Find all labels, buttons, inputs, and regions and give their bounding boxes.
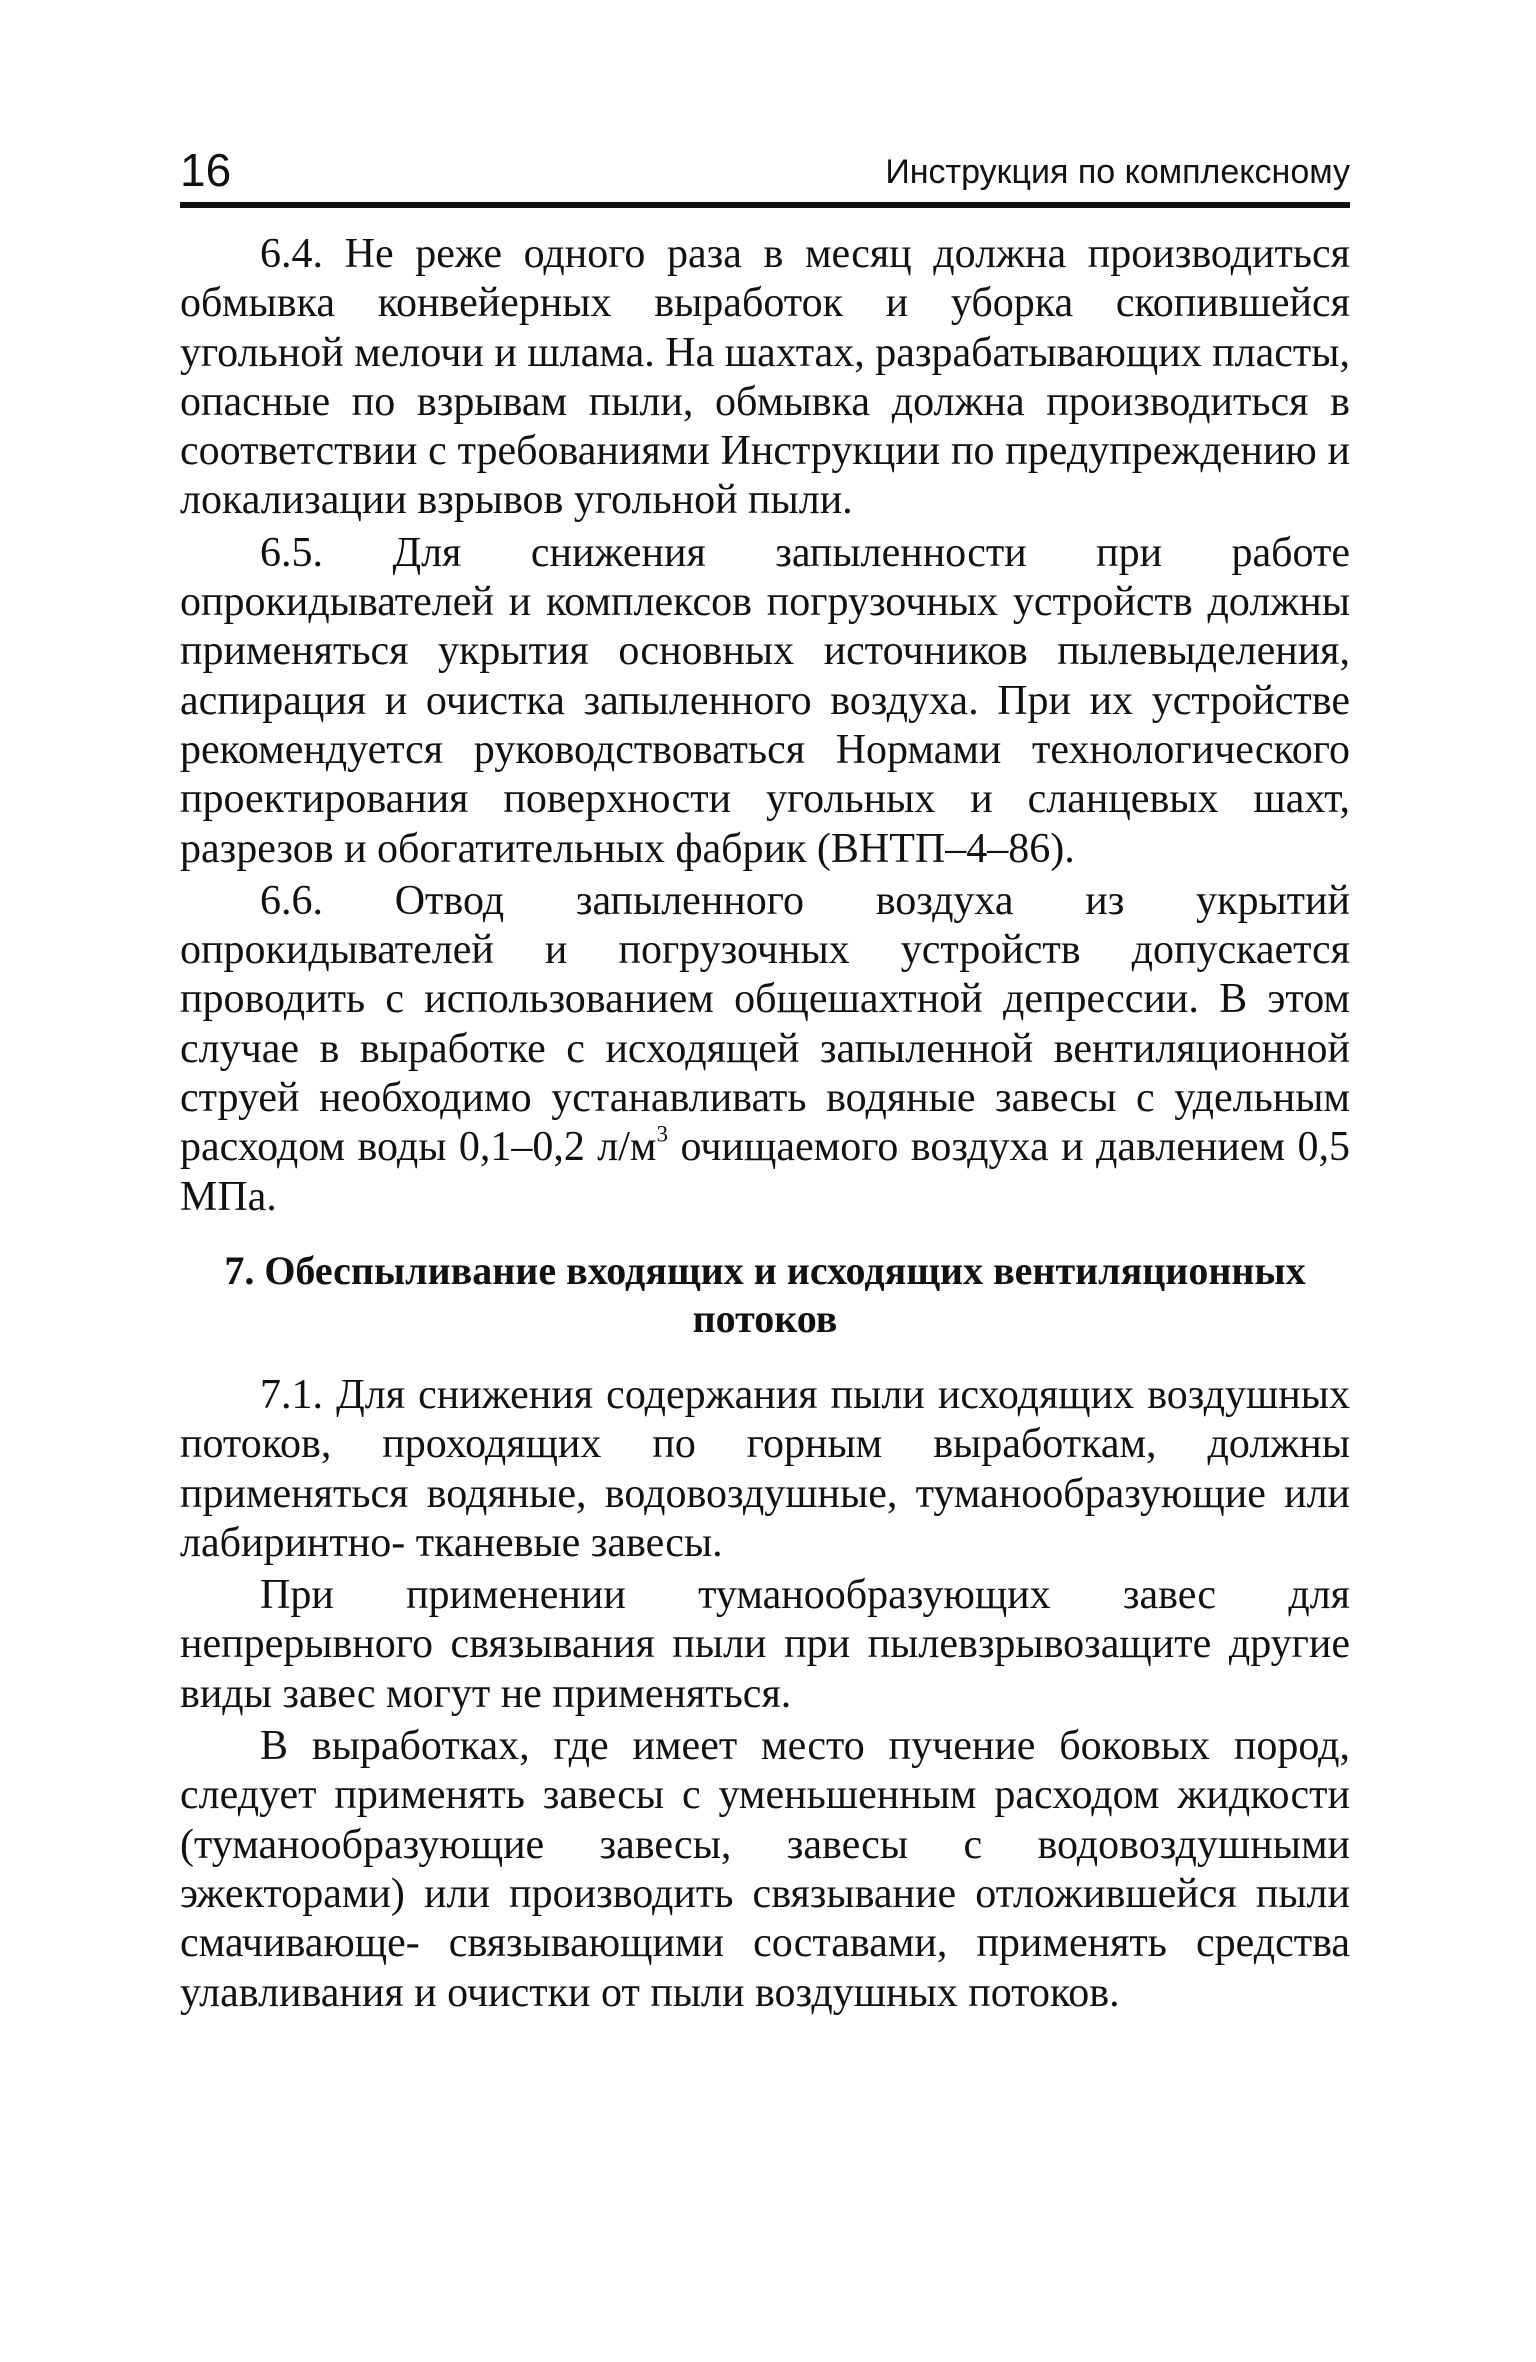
body-text	[180, 230, 1350, 2018]
paragraph-6-5: 6.5. Для снижения запыленности при работе опрокидывателей и комплексов погрузочных устройств должны применяться укрытия основных источников пылевыделения, аспирация и очистка запыленного воздуха. При их устройстве рекомендуется руководствоваться Нормами технологического проектирования поверхности угольных и сланцевых шахт, разрезов и обогатительных фабрик (ВНТП–4–86).	[180, 529, 1350, 872]
paragraph-fog-curtains: При применении туманообразующих завес для непрерывного связывания пыли при пылевзрывозащите другие виды завес могут не применяться.	[180, 1572, 1350, 1717]
section-7-heading-line2: потоков	[692, 1295, 838, 1341]
paragraph-heaving-rocks: В выработках, где имеет место пучение боковых пород, следует применять завесы с уменьшенным расходом жидкости (туманообразующие завесы, завесы с водовоздушными эжекторами) или производить связывание отложившейся пыли смачивающе- связывающими составами, применять средства улавливания и очистки от пыли воздушных потоков.	[180, 1723, 1350, 2016]
header-rule	[180, 202, 1350, 208]
paragraph-6-6	[180, 877, 1350, 1222]
running-header	[180, 140, 1350, 200]
page-number: 16	[180, 144, 232, 196]
paragraph-6-4: 6.4. Не реже одного раза в месяц должна производиться обмывка конвейерных выработок и уборка скопившейся угольной мелочи и шлама. На шахтах, разрабатывающих пласты, опасные по взрывам пыли, обмывка должна производиться в соответствии с требованиями Инструкции по предупреждению и локализации взрывов угольной пыли.	[180, 231, 1350, 524]
paragraph-7-1: 7.1. Для снижения содержания пыли исходящих воздушных потоков, проходящих по горным выработкам, должны применяться водяные, водовоздушные, туманообразующие или лабиринтно- тканевые завесы.	[180, 1371, 1350, 1566]
running-title: Инструкция по комплексному	[885, 153, 1350, 191]
paragraph-6-6-start: 6.6. Отвод запыленного воздуха из укрытий опрокидывателей и погрузочных устройств допускается проводить с использованием общешахтной депрессии. В этом случае в выработке с исходящей запыленной вентиляционной струей необходимо устанавливать водяные завесы с удельным расходом воды 0,1–0,2 л/м	[180, 877, 1350, 1171]
section-7-heading-line1: 7. Обеспыливание входящих и исходящих вентиляционных	[224, 1247, 1306, 1293]
document-page	[180, 140, 1350, 2016]
cubic-superscript: 3	[656, 1120, 669, 1147]
section-7-heading	[180, 1247, 1350, 1343]
paragraph-6-6-end: очищаемого воздуха и давлением 0,5 МПа.	[180, 1124, 1350, 1220]
